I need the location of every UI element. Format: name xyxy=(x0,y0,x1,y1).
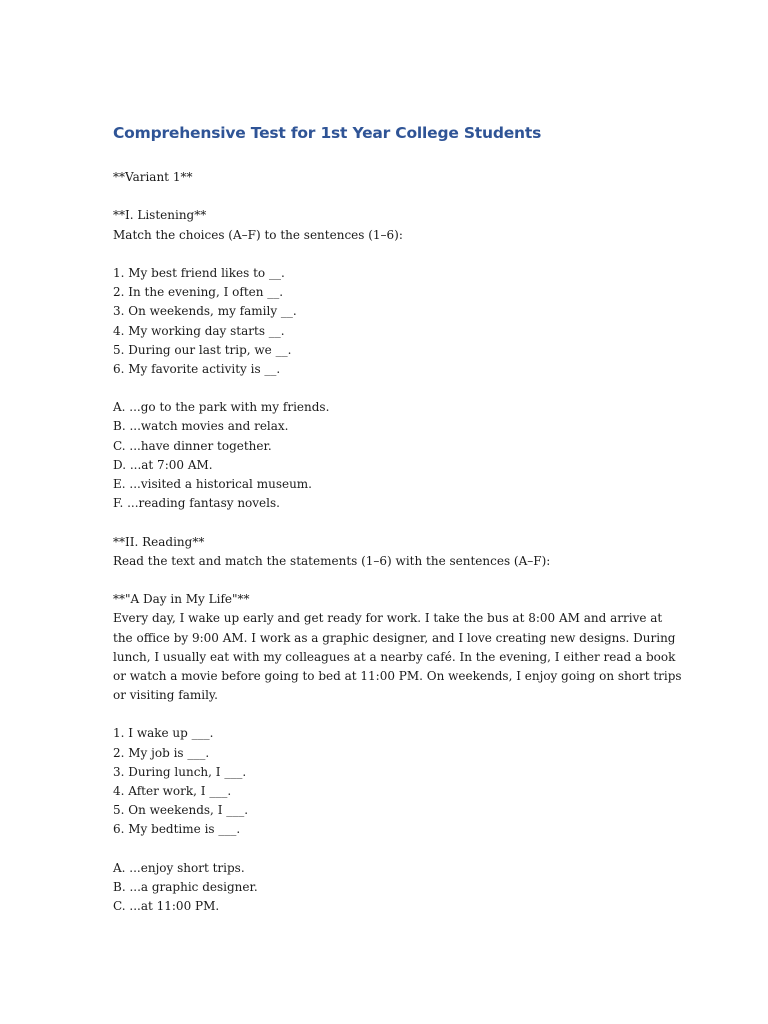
reading-statement: 5. On weekends, I ___. xyxy=(113,803,249,818)
reading-instruction: Read the text and match the statements (1–6) with the sentences (A–F): xyxy=(113,553,551,568)
reading-text-title: **"A Day in My Life"** xyxy=(113,592,250,607)
listening-sentence: 4. My working day starts __. xyxy=(113,323,285,338)
listening-choice: E. ...visited a historical museum. xyxy=(113,477,312,491)
listening-sentence: 2. In the evening, I often __. xyxy=(113,285,284,300)
document-title: Comprehensive Test for 1st Year College Students xyxy=(113,124,542,142)
reading-statement: 4. After work, I ___. xyxy=(113,784,232,798)
listening-sentence: 3. On weekends, my family __. xyxy=(113,304,297,319)
listening-sentence: 6. My favorite activity is __. xyxy=(113,361,281,376)
listening-choice: A. ...go to the park with my friends. xyxy=(113,400,330,415)
document-body xyxy=(113,168,682,916)
listening-choice: D. ...at 7:00 AM. xyxy=(113,457,213,472)
reading-answer: C. ...at 11:00 PM. xyxy=(113,899,220,914)
listening-choice: F. ...reading fantasy novels. xyxy=(113,496,280,511)
reading-text-line: the office by 9:00 AM. I work as a graphic designer, and I love creating new designs. During xyxy=(113,630,676,645)
listening-sentence: 1. My best friend likes to __. xyxy=(113,265,285,280)
reading-text-line: or visiting family. xyxy=(113,688,218,703)
reading-statement: 2. My job is ___. xyxy=(113,745,210,760)
listening-choice: B. ...watch movies and relax. xyxy=(113,419,289,434)
listening-sentence: 5. During our last trip, we __. xyxy=(113,342,292,357)
reading-answer: A. ...enjoy short trips. xyxy=(113,860,245,875)
listening-instruction: Match the choices (A–F) to the sentences (1–6): xyxy=(113,227,403,242)
variant-label: **Variant 1** xyxy=(113,170,193,184)
section-heading-reading: **II. Reading** xyxy=(113,534,205,549)
listening-choice: C. ...have dinner together. xyxy=(113,438,272,453)
reading-text-line: Every day, I wake up early and get ready for work. I take the bus at 8:00 AM and arrive at xyxy=(113,611,663,626)
reading-answer: B. ...a graphic designer. xyxy=(113,879,258,894)
reading-statement: 6. My bedtime is ___. xyxy=(113,822,241,837)
reading-text-line: lunch, I usually eat with my colleagues at a nearby café. In the evening, I either read a book xyxy=(113,649,676,664)
reading-text-line: or watch a movie before going to bed at 11:00 PM. On weekends, I enjoy going on short trips xyxy=(113,668,682,683)
reading-statement: 1. I wake up ___. xyxy=(113,726,214,741)
reading-statement: 3. During lunch, I ___. xyxy=(113,764,247,779)
section-heading-listening: **I. Listening** xyxy=(113,208,207,223)
